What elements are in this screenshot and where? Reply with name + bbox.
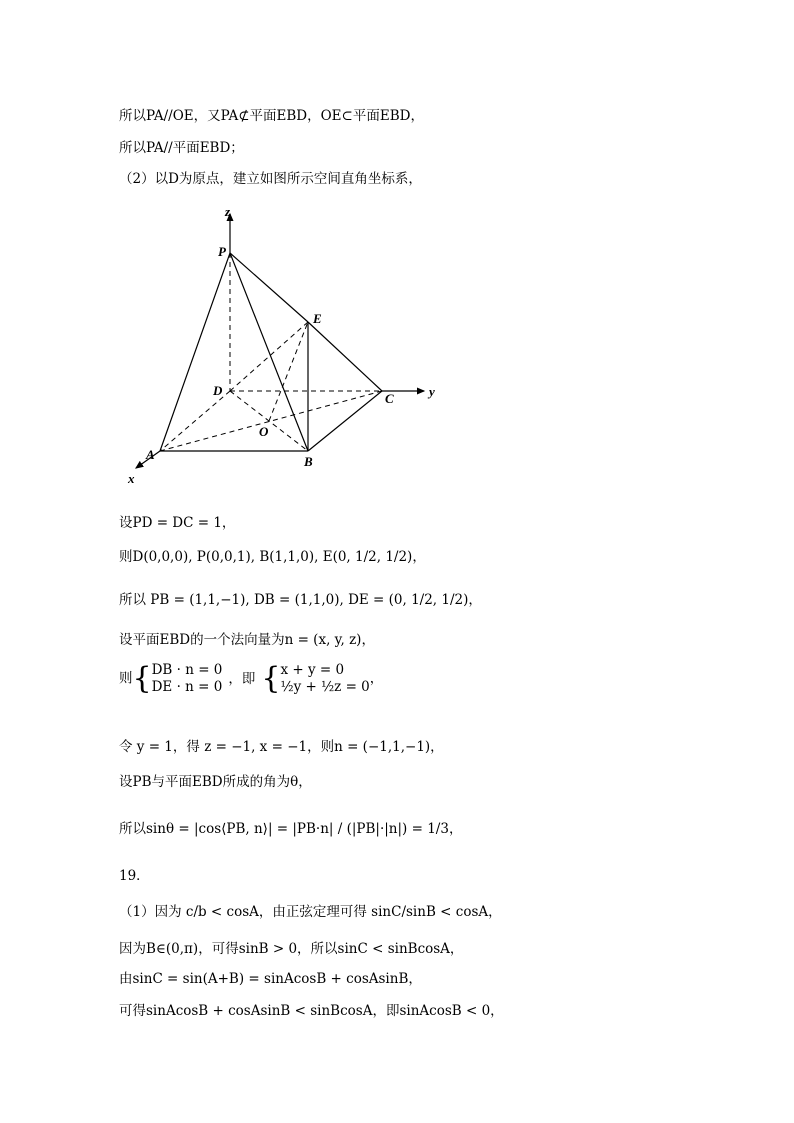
- label-y: y: [429, 384, 435, 399]
- left-brace: {: [132, 661, 152, 696]
- text-line-3: （2）以D为原点，建立如图所示空间直角坐标系，: [119, 171, 422, 187]
- edge-BC: [308, 391, 382, 451]
- label-C: C: [385, 391, 394, 406]
- text-line-14: 因为B∈(0,π)，可得sinB > 0，所以sinC < sinBcosA，: [119, 941, 464, 957]
- label-x: x: [128, 471, 135, 486]
- text-line-16: 可得sinAcosB + cosAsinB < sinBcosA，即sinAcosB < 0，: [119, 1003, 504, 1019]
- text-line-13: （1）因为 c/b < cosA，由正弦定理可得 sinC/sinB < cosA，: [119, 904, 502, 920]
- eq-x-y: x + y = 0: [280, 662, 345, 678]
- text-line-2: 所以PA//平面EBD；: [119, 140, 244, 156]
- vector-system: [152, 662, 223, 696]
- text-line-6: 所以 PB = (1,1,−1), DB = (1,1,0), DE = (0, 1/2, 1/2)，: [119, 592, 482, 608]
- scalar-system: [280, 662, 369, 696]
- text-line-15: 由sinC = sin(A+B) = sinAcosB + cosAsinB，: [119, 971, 422, 987]
- text-line-8: [119, 662, 383, 696]
- text-line-11: 所以sinθ = |cos⟨PB, n⟩| = |PB·n| / (|PB|·|n|) = 1/3，: [119, 821, 463, 837]
- text-line-7: 设平面EBD的一个法向量为n = (x, y, z)，: [119, 632, 375, 648]
- edge-DE: [230, 322, 308, 391]
- text-line-4: 设PD = DC = 1，: [119, 515, 236, 531]
- left-brace-2: {: [261, 661, 281, 696]
- eq-de-n: DE · n = 0: [151, 679, 223, 695]
- edge-OE: [269, 322, 308, 421]
- label-P: P: [218, 244, 226, 259]
- label-E: E: [313, 311, 322, 326]
- label-z: z: [225, 204, 231, 219]
- text-line-12: 19．: [119, 868, 150, 884]
- line8-mid: ，即: [228, 670, 256, 687]
- line8-prefix: 则: [119, 670, 133, 687]
- label-B: B: [304, 454, 313, 469]
- coordinate-figure: [118, 200, 458, 490]
- text-line-5: 则D(0,0,0), P(0,0,1), B(1,1,0), E(0, 1/2, 1/2)，: [119, 549, 426, 565]
- line8-end: ，: [369, 670, 384, 687]
- edge-AC: [160, 391, 382, 451]
- text-line-10: 设PB与平面EBD所成的角为θ，: [119, 774, 312, 790]
- eq-db-n: DB · n = 0: [151, 662, 223, 678]
- text-line-9: 令 y = 1，得 z = −1, x = −1，则n = (−1,1,−1)，: [119, 739, 444, 755]
- eq-y-z: ½y + ½z = 0: [280, 679, 370, 695]
- label-D: D: [213, 383, 223, 398]
- edge-EC: [308, 322, 382, 391]
- text-line-1: 所以PA//OE，又PA⊄平面EBD，OE⊂平面EBD，: [119, 108, 424, 124]
- label-A: A: [146, 447, 155, 462]
- label-O: O: [259, 424, 269, 439]
- edge-PE: [230, 253, 308, 322]
